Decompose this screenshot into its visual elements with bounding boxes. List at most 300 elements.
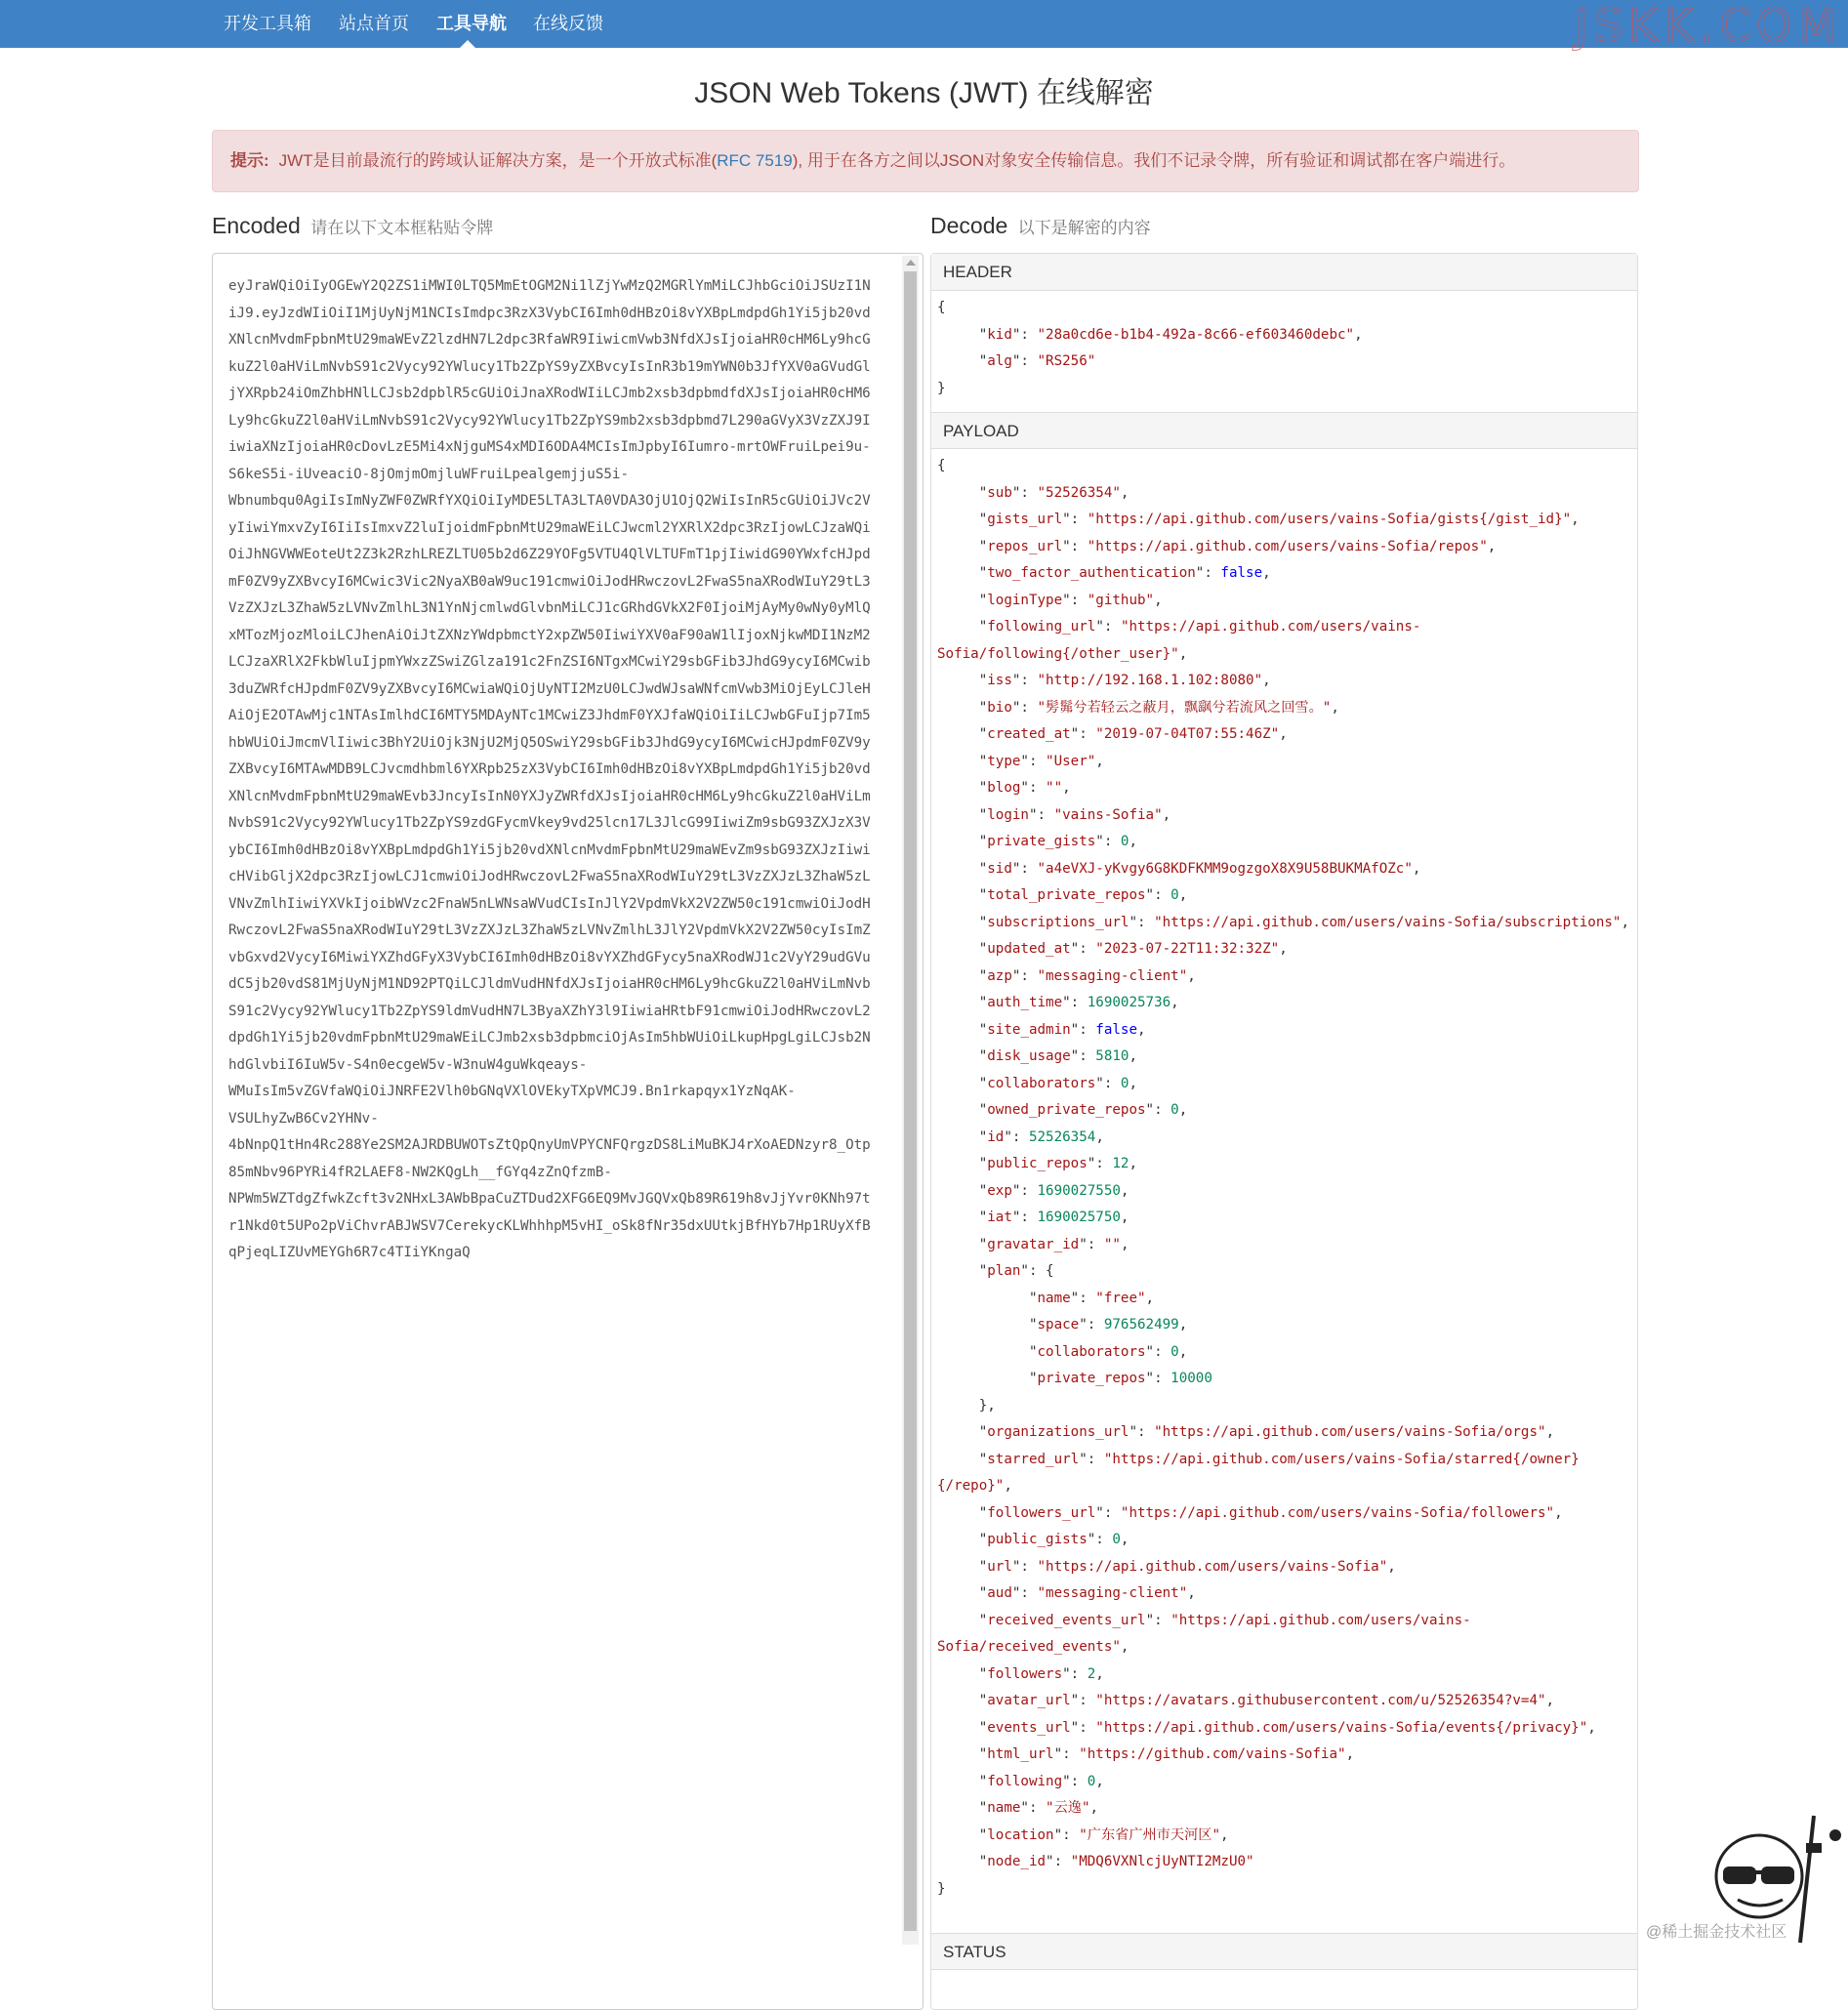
json-entry (937, 668, 1632, 695)
json-entry (937, 910, 1632, 937)
encoded-title: Encoded (212, 213, 301, 238)
json-punct: ": (1004, 1128, 1029, 1145)
json-value: "" (1103, 1236, 1121, 1252)
json-punct: " (937, 887, 988, 903)
json-value: 5810 (1095, 1048, 1129, 1064)
encoded-line: NvbS91c2Vycy92YWlucy1Tb2ZpYS9zdGFycmVkey9vd25lcn17L3JlcG99IiwiZm9sbG93ZXJzX3V (228, 815, 871, 831)
json-punct: ": (1011, 860, 1038, 877)
encoded-line: VNvZmlhIiwiYXVkIjoibWVzc2FnaW5nLWNsaWVudCIsInJlY2VpdmVkX2V2ZW50c191cmwiOiJodH (228, 895, 871, 912)
encoded-line: dpdGh1Yi5jb20vdmFpbnMtU29maWEiLCJmb2xsb3dpbmciOjAsIm5hbWUiOiLkupHpgLgiLCJsb2N (228, 1030, 871, 1046)
json-punct: ": (1095, 834, 1121, 849)
json-punct: ": (1070, 1290, 1096, 1306)
json-key: location (987, 1826, 1054, 1843)
site-logo[interactable]: JSKK.COM (1575, 0, 1842, 52)
json-punct: " (937, 1048, 988, 1064)
encoded-line: Wbnumbqu0AgiIsImNyZWF0ZWRfYXQiOiIyMDE5LTA3LTA0VDA3OjU1OjQ2WiIsInR5cGUiOiJVc2V (228, 493, 871, 509)
json-punct: ": (1011, 1210, 1038, 1225)
json-punct: , (1279, 726, 1288, 742)
json-punct: ": (1020, 780, 1047, 796)
json-punct: , (1095, 1128, 1104, 1145)
json-value: "https://api.github.com/users/vains-Sofia/orgs" (1154, 1424, 1546, 1440)
json-punct: , (1279, 941, 1288, 957)
json-punct: , (1587, 1719, 1596, 1736)
json-entry (937, 1769, 1632, 1796)
json-value: "github" (1087, 592, 1155, 608)
encoded-line: S91c2Vycy92YWlucy1Tb2ZpYS9ldmVudHN7L3ByaXZhY3l9IiwiaHRtbF91cmwiOiJodHRwczovL2 (228, 1003, 871, 1019)
json-key: collaborators (1037, 1343, 1146, 1360)
json-value: "https://api.github.com/users/vains-Sofia/events{/privacy}" (1095, 1719, 1588, 1736)
json-key: kid (987, 326, 1012, 343)
json-key: events_url (987, 1719, 1071, 1736)
json-key: azp (987, 967, 1012, 984)
json-punct: " (937, 1826, 988, 1843)
json-punct: , (1220, 1826, 1229, 1843)
encoded-line: VzZXJzL3ZhaW5zLVNvZmlhL3N1YnNjcmlwdGlvbnMiLCJ1cGRhdGVkX2F0IjoiMjAyMy0wNy0yMlQ (228, 600, 871, 616)
json-value: 1690025736 (1087, 995, 1171, 1010)
json-punct: " (937, 860, 988, 877)
json-key: id (987, 1128, 1005, 1145)
alert-text-before: JWT是目前最流行的跨域认证解决方案，是一个开放式标准( (278, 151, 718, 170)
json-value: 10000 (1170, 1371, 1212, 1386)
nav-item-home[interactable]: 站点首页 (339, 14, 409, 33)
json-punct: " (937, 699, 988, 716)
json-punct: ": (1079, 1451, 1104, 1467)
json-punct: ": (1062, 1773, 1088, 1789)
json-key: space (1037, 1317, 1080, 1333)
json-punct: , (1262, 673, 1271, 688)
encoded-line: RwczovL2FwaS5naXRodWIuY29tL3VzZXJzL3ZhaW5zLVNvZmlhL3JlY2VpdmVkX2V2ZW50cyIsImZ (228, 923, 871, 938)
encoded-line: jYXRpb24iOmZhbHNlLCJsb2dpblR5cGUiOiJnaXRodWIiLCJmb2xsb3dpbmdfdXJsIjoiaHR0cHM6 (228, 386, 871, 401)
json-value: "2019-07-04T07:55:46Z" (1095, 726, 1280, 742)
json-key: bio (987, 699, 1012, 716)
json-entry (937, 1071, 1632, 1098)
json-entry (937, 1232, 1632, 1259)
decode-heading (930, 213, 1151, 239)
json-punct: ": (1145, 1343, 1171, 1360)
json-key: followers_url (987, 1504, 1096, 1521)
json-key: disk_usage (987, 1048, 1071, 1064)
json-value: "28a0cd6e-b1b4-492a-8c66-ef603460debc" (1037, 326, 1355, 343)
json-key: followers (987, 1665, 1063, 1682)
json-entry (937, 1125, 1632, 1152)
json-punct: , (1178, 1102, 1188, 1118)
json-entry (937, 936, 1632, 964)
json-value: "广东省广州市天河区" (1079, 1826, 1220, 1843)
page-title: JSON Web Tokens (JWT) 在线解密 (694, 77, 1154, 109)
json-punct: " (937, 1210, 988, 1225)
encoded-line: 3duZWRfcHJpdmF0ZV9yZXBvcyI6MCwiaWQiOjUyNTI2MzU0LCJwdWJsaWNfcmVwb3MiOjEyLCJleH (228, 680, 871, 697)
json-punct: " (937, 914, 988, 930)
json-value: "RS256" (1037, 353, 1096, 369)
json-punct: , (1354, 326, 1363, 343)
json-value: 52526354 (1028, 1128, 1096, 1145)
json-key: alg (987, 353, 1012, 369)
json-punct: , (1621, 914, 1629, 930)
json-entry (937, 964, 1632, 991)
json-punct: , (1120, 1639, 1129, 1655)
json-punct: ": (1062, 1665, 1088, 1682)
json-entry (937, 1205, 1632, 1232)
json-key: private_repos (1037, 1371, 1146, 1386)
json-entry (937, 1823, 1632, 1850)
json-entry (937, 1178, 1632, 1206)
json-key: collaborators (987, 1075, 1096, 1091)
json-punct: , (1095, 1665, 1104, 1682)
encoded-line: ybCI6Imh0dHBzOi8vYXBpLmdpdGh1Yi5jb20vdXNlcnMvdmFpbnMtU29maWEvZm9sbG93ZXJzIiwi (228, 841, 871, 858)
json-punct: " (937, 1156, 988, 1171)
json-punct: ": (1145, 1371, 1171, 1386)
json-value: "https://api.github.com/users/vains-Sofia/repos" (1087, 538, 1488, 554)
encoded-line: qPjeqLIZUvMEYGh6R7c4TIiYKngaQ (228, 1245, 471, 1260)
scroll-thumb[interactable] (904, 271, 917, 1931)
json-punct: ": (1070, 1021, 1096, 1038)
json-punct: , (1004, 1478, 1012, 1494)
json-punct: " (937, 1746, 988, 1762)
json-punct: , (1129, 1156, 1138, 1171)
json-punct: " (937, 619, 988, 635)
json-punct: ": (1079, 1317, 1104, 1333)
encoded-line: cHVibGljX2dpc3RzIjowLCJ1cmwiOiJodHRwczovL2FwaS5naXRodWIuY29tL3VzZXJzL3ZhaW5zL (228, 869, 871, 884)
active-nav-caret (460, 40, 475, 48)
json-entry (937, 1795, 1632, 1823)
json-value: "User" (1046, 753, 1096, 769)
json-punct: , (1554, 1504, 1563, 1521)
json-key: sub (987, 484, 1012, 501)
json-key: private_gists (987, 834, 1096, 849)
json-key: total_private_repos (987, 887, 1146, 903)
json-entry (937, 1608, 1632, 1661)
juejin-watermark: @稀土掘金技术社区 (1646, 1924, 1787, 1941)
json-punct: " (937, 1719, 988, 1736)
json-entry (937, 1447, 1632, 1500)
json-entry (937, 1393, 1632, 1420)
json-punct: " (937, 592, 988, 608)
json-punct: " (937, 673, 988, 688)
json-punct: " (937, 995, 988, 1010)
json-punct: " (937, 941, 988, 957)
json-punct: , (1137, 1021, 1146, 1038)
json-punct: ": (1062, 995, 1088, 1010)
json-punct: " (937, 565, 988, 581)
json-value: "vains-Sofia" (1053, 806, 1163, 823)
json-punct: ": (1011, 967, 1038, 984)
json-punct: ": (1011, 673, 1038, 688)
json-value: 0 (1120, 834, 1129, 849)
encoded-line: 85mNbv96PYRi4fR2LAEF8-NW2KQgLh__fGYq4zZnQfzmB- (228, 1164, 612, 1180)
json-value: "a4eVXJ-yKvgy6G8KDFKMM9ogzgoX8X9U58BUKMAfOZc" (1037, 860, 1413, 877)
json-key: updated_at (987, 941, 1071, 957)
json-key: aud (987, 1585, 1012, 1601)
encoded-line: AiOjE2OTAwMjc1NTAsImlhdCI6MTY5MDAyNTc1MCwiZ3JhdmF0YXJfaWQiOiIiLCJwbGFuIjp7Im5 (228, 708, 871, 723)
json-key: name (987, 1800, 1021, 1816)
json-punct: " (937, 1343, 1038, 1360)
header-section-title: HEADER (931, 254, 1637, 291)
json-key: following_url (987, 619, 1096, 635)
json-punct: , (1487, 538, 1497, 554)
json-entry (937, 882, 1632, 910)
payload-json (937, 453, 1632, 1903)
json-value: 976562499 (1103, 1317, 1179, 1333)
json-value: "52526354" (1037, 484, 1121, 501)
json-value: "free" (1095, 1290, 1146, 1306)
json-punct: , (1178, 1343, 1188, 1360)
encoded-line: xMTozMjozMloiLCJhenAiOiJtZXNzYWdpbmctY2xpZW50IiwiYXV0aF90aW1lIjoxNjkwMDI1NzM2 (228, 627, 871, 643)
encoded-line: dC5jb20vdS81MjUyNjM1ND92PTQiLCJldmVudHNfdXJsIjoiaHR0cHM6Ly9hcGkuZ2l0aHViLmNvb (228, 976, 871, 992)
encoded-token-textarea[interactable] (212, 253, 924, 2010)
nav-item-devtools[interactable]: 开发工具箱 (224, 14, 311, 33)
json-punct: ": (1070, 726, 1096, 742)
encoded-line: hbWUiOiJmcmVlIiwic3BhY2UiOjk3NjU2MjQ5OSwiY29sbGFib3JhdG9ycyI6MCwicHJpdmF0ZV9y (228, 734, 871, 751)
json-key: loginType (987, 592, 1063, 608)
json-key: gravatar_id (987, 1236, 1080, 1252)
encoded-line: mF0ZV9yZXBvcyI6MCwic3Vic2NyaXB0aW9uc191cmwiOiJodHRwczovL2FwaS5naXRodWIuY29tL3 (228, 573, 871, 590)
rfc-link[interactable]: RFC 7519 (717, 151, 793, 170)
json-key: login (987, 806, 1029, 823)
json-punct: " (937, 1102, 988, 1118)
json-punct: " (937, 806, 988, 823)
json-punct: , (1262, 565, 1271, 581)
textarea-scrollbar[interactable] (902, 256, 919, 1945)
json-punct: " (937, 726, 988, 742)
json-value: 0 (1170, 1102, 1179, 1118)
json-entry (937, 1151, 1632, 1178)
json-value: "https://api.github.com/users/vains-Sofia/received_events" (937, 1612, 1471, 1655)
json-value: "https://github.com/vains-Sofia" (1079, 1746, 1346, 1762)
json-entry (937, 1419, 1632, 1447)
json-punct: ": (1020, 753, 1047, 769)
json-key: auth_time (987, 995, 1063, 1010)
json-entry (937, 856, 1632, 883)
json-punct: " (937, 1128, 988, 1145)
encoded-token-text (228, 273, 902, 1267)
json-punct: ": (1079, 1236, 1104, 1252)
nav-item-tools[interactable]: 工具导航 (436, 14, 507, 33)
json-punct: " (937, 512, 988, 527)
json-punct: " (937, 1424, 988, 1440)
json-punct: " (937, 1504, 988, 1521)
json-entry (937, 990, 1632, 1017)
json-punct: ": (1062, 592, 1088, 608)
json-punct: , (1571, 512, 1580, 527)
json-punct: " (937, 1693, 988, 1708)
encoded-line: kuZ2l0aHViLmNvbS91c2Vycy92YWlucy1Tb2ZpYS9yZXBvcyIsInR3b19mYWN0b3JfYXV0aGVudGl (228, 358, 871, 375)
json-key: exp (987, 1182, 1012, 1199)
json-entry (937, 721, 1632, 749)
json-punct: , (1129, 834, 1138, 849)
json-punct: , (1120, 1532, 1129, 1547)
nav-item-feedback[interactable]: 在线反馈 (533, 14, 603, 33)
json-punct: ": (1070, 1048, 1096, 1064)
encoded-heading (212, 213, 493, 239)
status-section-title: STATUS (931, 1933, 1637, 1970)
json-entry (937, 1097, 1632, 1125)
json-key: iat (987, 1210, 1012, 1225)
json-entry (937, 1500, 1632, 1528)
json-value: 12 (1112, 1156, 1129, 1171)
info-alert (212, 130, 1639, 192)
json-punct: , (1129, 1075, 1138, 1091)
json-key: type (987, 753, 1021, 769)
json-punct: , (1545, 1424, 1555, 1440)
json-value: "https://api.github.com/users/vains-Sofia/subscriptions" (1154, 914, 1622, 930)
json-value: "https://avatars.githubusercontent.com/u/52526354?v=4" (1095, 1693, 1546, 1708)
json-punct: ": (1145, 1612, 1171, 1628)
json-punct: " (937, 484, 988, 501)
json-punct: , (1145, 1290, 1155, 1306)
encoded-line: hdGlvbiI6IuW5v-S4n0ecgeW5v-W3nuW4guWkqeays- (228, 1056, 588, 1073)
decode-title: Decode (930, 213, 1008, 238)
json-punct: ": (1020, 1800, 1047, 1816)
json-entry (937, 1688, 1632, 1715)
encoded-line: yIiwiYmxvZyI6IiIsImxvZ2luIjoidmFpbnMtU29maWEiLCJwcml2YXRlX2dpc3RzIjowLCJzaWQi (228, 519, 871, 536)
json-punct: , (1095, 1773, 1104, 1789)
json-value: "" (1046, 780, 1063, 796)
json-key: site_admin (987, 1021, 1071, 1038)
json-punct: ": (1070, 941, 1096, 957)
json-entry (937, 1715, 1632, 1743)
json-entry (937, 1044, 1632, 1071)
json-punct: " (937, 1558, 988, 1575)
encoded-line: ZXBvcyI6MTAwMDB9LCJvcmdhbml6YXRpb25zX3VybCI6Imh0dHBzOi8vYXBpLmdpdGh1Yi5jb20vd (228, 761, 871, 777)
alert-label: 提示: (230, 151, 269, 170)
payload-section-title: PAYLOAD (931, 412, 1637, 449)
json-value: "https://api.github.com/users/vains-Sofia" (1037, 1558, 1388, 1575)
json-punct: , (1129, 1048, 1138, 1064)
json-punct: , (1154, 592, 1163, 608)
json-entry (937, 1017, 1632, 1045)
top-navbar (0, 0, 1848, 52)
json-value: 2 (1087, 1665, 1096, 1682)
json-punct: ": (1087, 1156, 1113, 1171)
json-key: repos_url (987, 538, 1063, 554)
json-value: "云逸" (1046, 1800, 1090, 1816)
json-brace-close: } (937, 380, 946, 396)
json-value: "MDQ6VXNlcjUyNTI2MzU0" (1070, 1854, 1254, 1869)
json-key: starred_url (987, 1451, 1080, 1467)
json-punct: " (937, 1371, 1038, 1386)
encoded-line: NPWm5WZTdgZfwkZcft3v2NHxL3AWbBpaCuZTDud2XFG6EQ9MvJGQVxQb89R619h8vJjYvr0KNh97t (228, 1191, 871, 1207)
json-punct: ": (1062, 538, 1088, 554)
encoded-line: 4bNnpQ1tHn4Rc288Ye2SM2AJRDBUWOTsZtQpQnyUmVPYCNFQrgzDS8LiMuBKJ4rXoAEDNzyr8_Otp (228, 1137, 871, 1153)
json-value: "messaging-client" (1037, 1585, 1188, 1601)
json-punct: , (1120, 1182, 1129, 1199)
json-entry (937, 322, 1632, 349)
json-punct: , (1178, 645, 1188, 662)
json-value: 1690025750 (1037, 1210, 1121, 1225)
json-entry (937, 349, 1632, 376)
json-punct: ": (1129, 1424, 1155, 1440)
json-key: received_events_url (987, 1612, 1146, 1628)
json-entry (937, 1742, 1632, 1769)
json-punct: ": (1195, 565, 1221, 581)
encoded-line: S6keS5i-iUveaciO-8jOmjmOmjluWFruiLpealgemjjuS5i- (228, 466, 629, 482)
json-punct: " (937, 1854, 988, 1869)
encoded-line: iJ9.eyJzdWIiOiI1MjUyNjM1NCIsImdpc3RzX3VybCI6Imh0dHBzOi8vYXBpLmdpdGh1Yi5jb20vd (228, 305, 871, 321)
json-entry (937, 560, 1632, 588)
json-entry (937, 480, 1632, 508)
json-entry (937, 1554, 1632, 1581)
json-key: iss (987, 673, 1012, 688)
encoded-line: XNlcnMvdmFpbnMtU29maWEvZ2lzdHN7L2dpc3RfaWR9IiwicmVwb3NfdXJsIjoiaHR0cHM6Ly9hcG (228, 332, 871, 348)
json-key: owned_private_repos (987, 1102, 1146, 1118)
json-key: blog (987, 780, 1021, 796)
json-brace-open: { (937, 458, 946, 473)
json-punct: ": (1053, 1746, 1080, 1762)
json-value: 0 (1170, 887, 1179, 903)
json-value: false (1095, 1021, 1138, 1038)
json-punct: " (937, 1451, 988, 1467)
json-value: "http://192.168.1.102:8080" (1037, 673, 1263, 688)
json-value: "髣髴兮若轻云之蔽月，飘飖兮若流风之回雪。" (1037, 699, 1332, 716)
json-entry (937, 1527, 1632, 1554)
json-punct: " (937, 1612, 988, 1628)
decode-panel (930, 253, 1638, 2010)
json-punct: ": (1011, 699, 1038, 716)
json-entry (937, 1580, 1632, 1608)
json-entry (937, 829, 1632, 856)
json-key: node_id (987, 1854, 1047, 1869)
json-punct: ": (1070, 1693, 1096, 1708)
encoded-line: eyJraWQiOiIyOGEwY2Q2ZS1iMWI0LTQ5MmEtOGM2Ni1lZjYwMzQ2MGRlYmMiLCJhbGciOiJSUzI1N (228, 278, 871, 294)
json-brace-close: } (937, 1880, 946, 1897)
json-punct: , (1162, 806, 1171, 823)
json-punct: , (1120, 1236, 1129, 1252)
json-key: public_gists (987, 1532, 1088, 1547)
encoded-line: WMuIsIm5vZGVfaWQiOiJNRFE2Vlh0bGNqVXlOVEkyTXpVMCJ9.Bn1rkapqyx1YzNqAK- (228, 1084, 796, 1099)
json-punct: , (1120, 1210, 1129, 1225)
json-key: gists_url (987, 512, 1063, 527)
json-key: organizations_url (987, 1424, 1129, 1440)
json-punct: , (1089, 1800, 1099, 1816)
json-punct: , (1545, 1693, 1555, 1708)
alert-text-after: ), 用于在各方之间以JSON对象安全传输信息。我们不记录令牌，所有验证和调试都在客户端进行。 (792, 151, 1516, 170)
json-value: "2023-07-22T11:32:32Z" (1095, 941, 1280, 957)
encoded-line: OiJhNGVWWEoteUt2Z3k2RzhLREZLTU05b2d6Z29YOFg5VTU4QlVLTUFmT1pjIiwidG90YWxfcHJpd (228, 547, 871, 562)
json-punct: ": (1046, 1854, 1071, 1869)
json-entry (937, 1661, 1632, 1689)
json-entry (937, 802, 1632, 830)
json-value: "https://api.github.com/users/vains-Sofia/followers" (1120, 1504, 1555, 1521)
json-punct: ": (1095, 1075, 1121, 1091)
json-punct: ": (1095, 1504, 1121, 1521)
json-entry (937, 1258, 1632, 1286)
json-punct: , (1120, 484, 1129, 501)
json-punct: " (937, 326, 988, 343)
scroll-up-arrow-icon[interactable] (906, 260, 916, 266)
json-punct: , (1187, 1585, 1196, 1601)
json-punct: " (937, 967, 988, 984)
json-key: plan (987, 1263, 1021, 1279)
json-punct: ": (1129, 914, 1155, 930)
json-punct: " (937, 1665, 988, 1682)
json-key: public_repos (987, 1156, 1088, 1171)
json-punct: , (1331, 699, 1339, 716)
json-punct: " (937, 353, 988, 369)
header-json (937, 295, 1632, 402)
json-key: sid (987, 860, 1012, 877)
json-value: 0 (1087, 1773, 1096, 1789)
json-punct: " (937, 1317, 1038, 1333)
encoded-line: Ly9hcGkuZ2l0aHViLmNvbS91c2Vycy92YWlucy1Tb2ZpYS9mb2xsb3dpbmd7L290aGVyX3VzZXJ9I (228, 412, 871, 429)
json-punct: " (937, 780, 988, 796)
json-punct: ": (1070, 1719, 1096, 1736)
json-key: avatar_url (987, 1693, 1071, 1708)
json-entry (937, 695, 1632, 722)
json-key: name (1037, 1290, 1071, 1306)
json-entry (937, 1286, 1632, 1313)
encoded-line: iwiaXNzIjoiaHR0cDovLzE5Mi4xNjguMS4xMDI6ODA4MCIsImJpbyI6Iumro-mrtOWFruiLpei9u- (228, 439, 871, 455)
encoded-line: LCJzaXRlX2FkbWluIjpmYWxzZSwiZGlza191c2FnZSI6NTgxMCwiY29sbGFib3JhdG9ycyI6MCwib (228, 654, 871, 670)
